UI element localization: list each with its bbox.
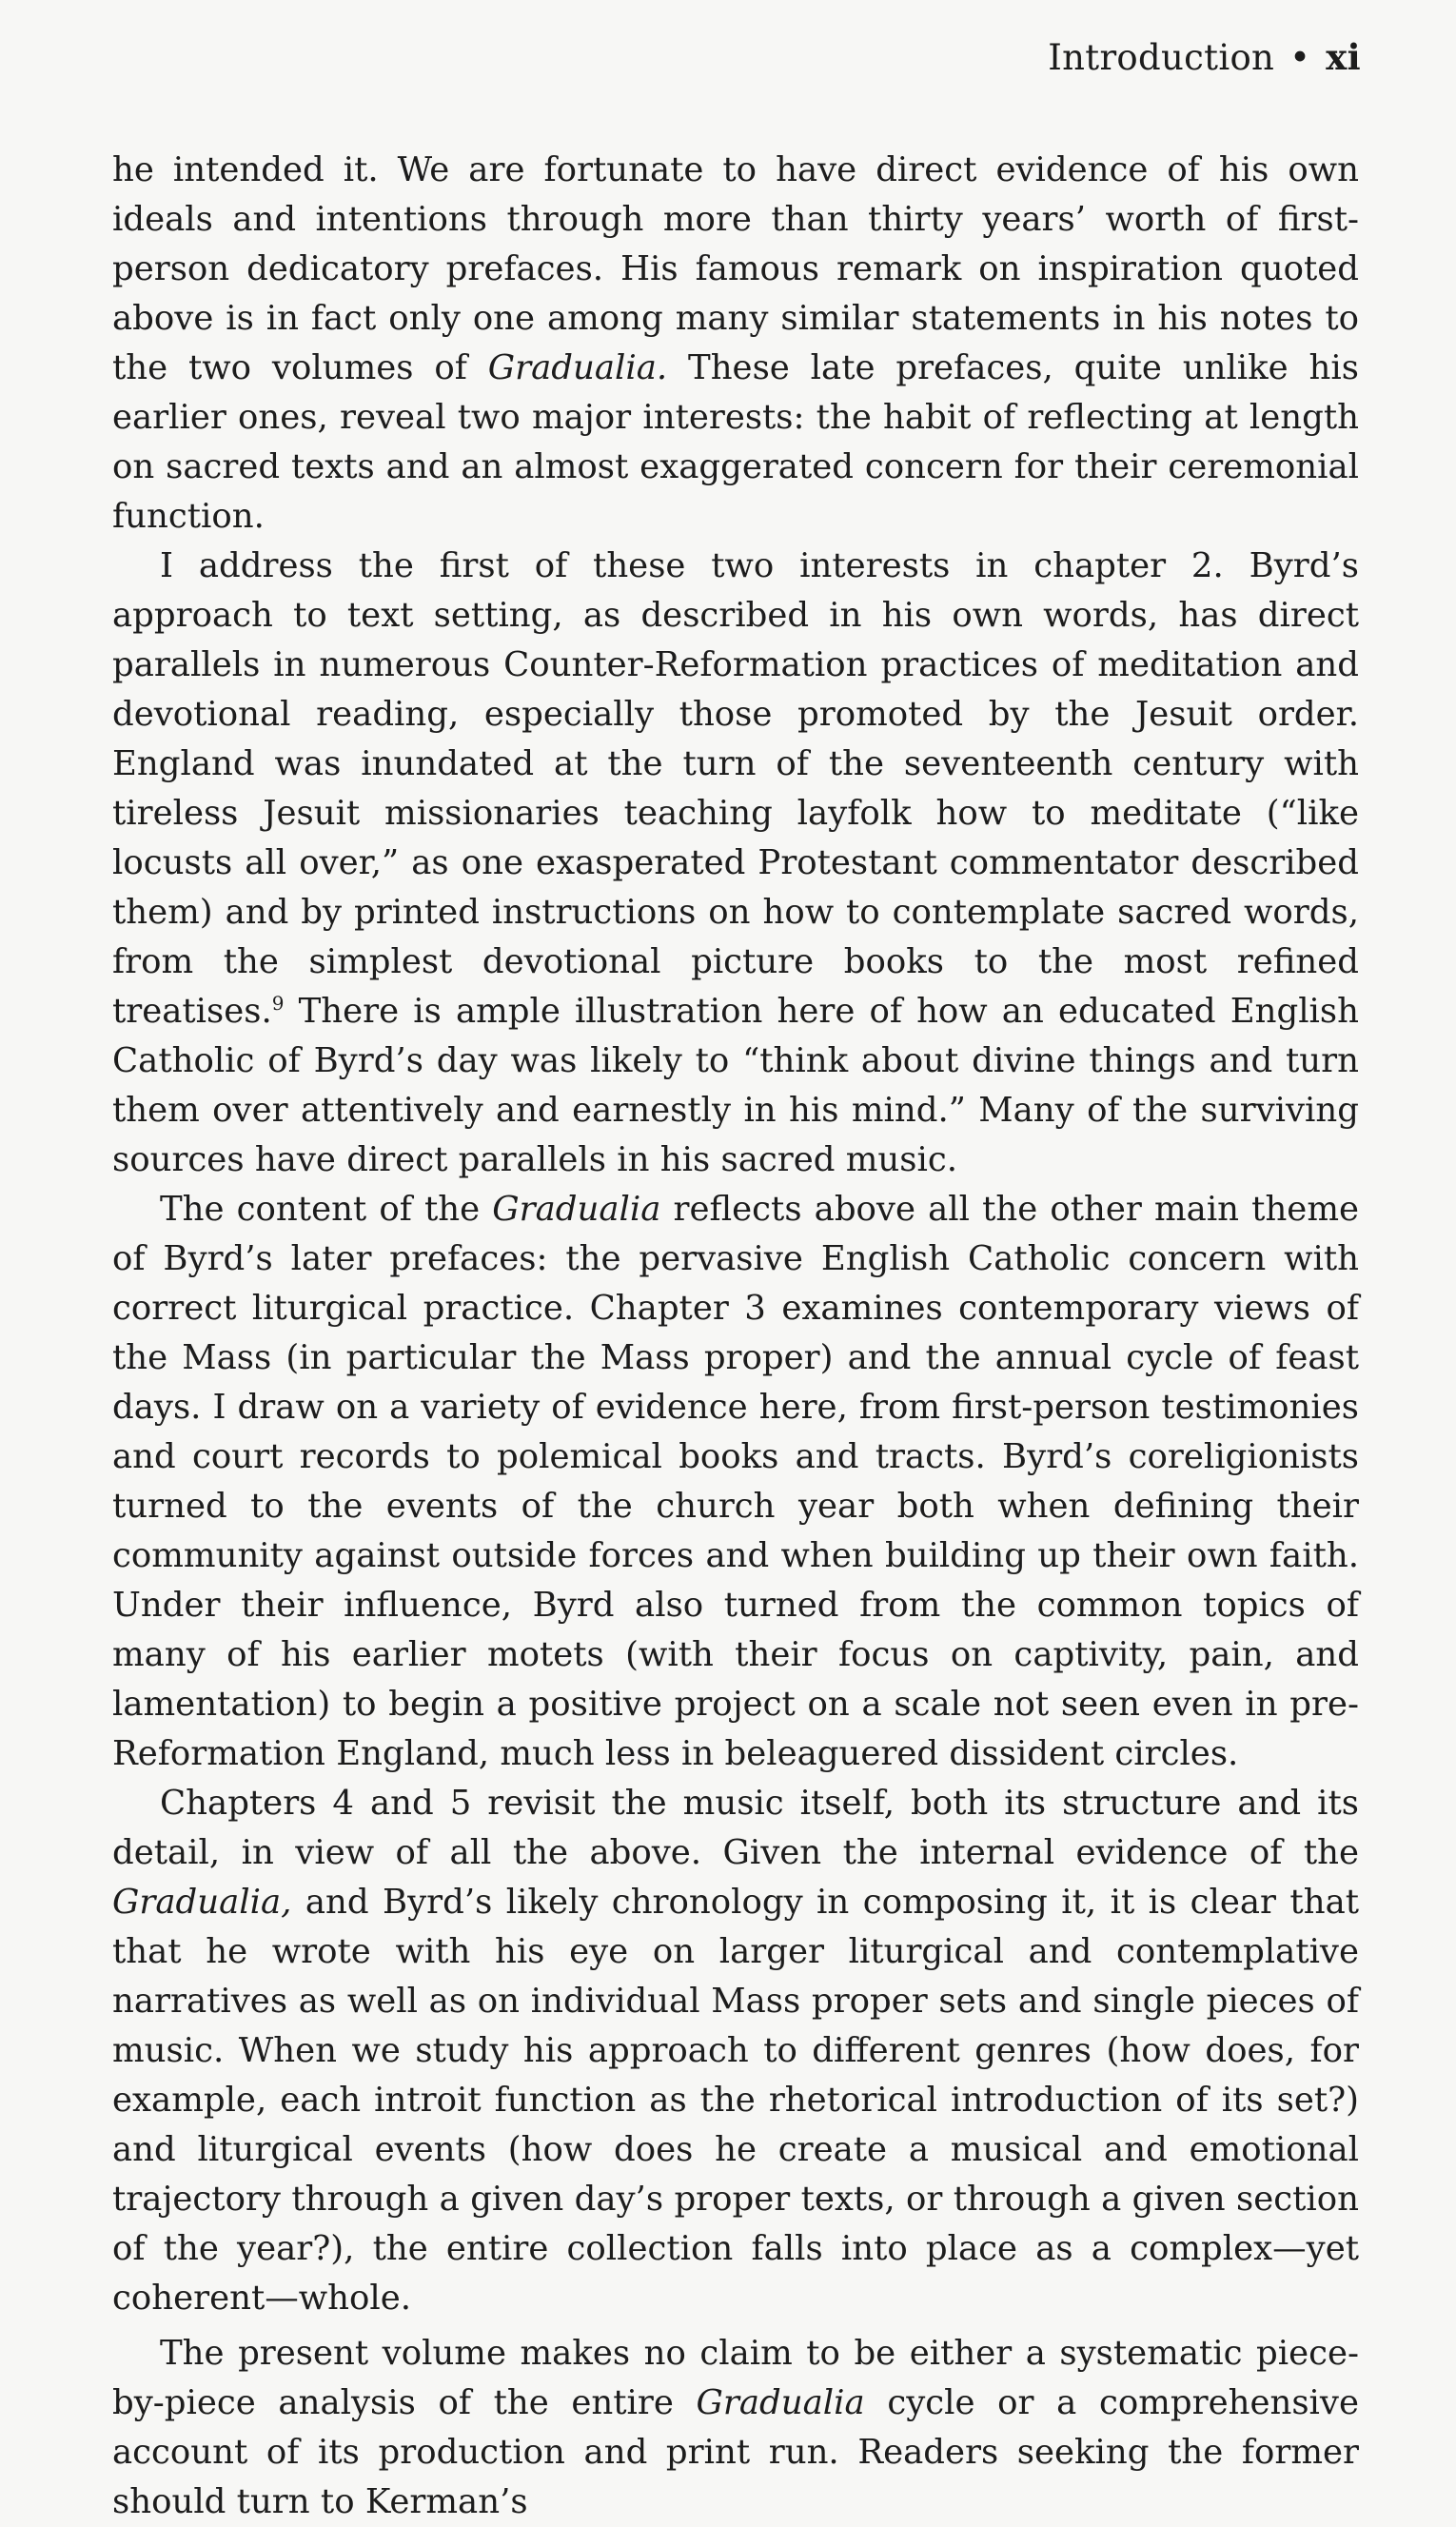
paragraph-3 (112, 1185, 1359, 1779)
italic-title: Gradualia (696, 2383, 865, 2422)
paragraph-2 (112, 542, 1359, 1185)
header-separator: • (1289, 37, 1311, 78)
italic-title: Gradualia (492, 1190, 661, 1229)
paragraph-text: The content of the (160, 1190, 493, 1229)
paragraph-text: Chapters 4 and 5 revisit the music itself, both its structure and its detail, in view of all the above. Given the internal evidence of the (112, 1784, 1359, 1872)
paragraph-5 (112, 2329, 1359, 2527)
paragraph-text: cycle or a comprehensive account of its production and print run. Readers seeking the former should turn to Kerman’s (112, 2383, 1359, 2521)
paragraph-text: These late prefaces, quite unlike his earlier ones, reveal two major interests: the habit of reflecting at length on sacred texts and an almost exaggerated concern for their ceremonial function. (112, 348, 1359, 536)
footnote-marker: 9 (271, 992, 285, 1016)
paragraph-text: reflects above all the other main theme of Byrd’s later prefaces: the pervasive English Catholic concern with correct liturgical practice. Chapter 3 examines contemporary views of the Mass (in particular the Mass proper) and the annual cycle of feast days. I draw on a variety of evidence here, from first-person testimonies and court records to polemical books and tracts. Byrd’s coreligionists turned to the events of the church year both when defining their community against outside forces and when building up their own faith. Under their influence, Byrd also turned from the common topics of many of his earlier motets (with their focus on captivity, pain, and lamentation) to begin a positive project on a scale not seen even in pre-Reformation England, much less in beleaguered dissident circles. (112, 1190, 1359, 1773)
page-number: xi (1326, 36, 1361, 78)
paragraph-text: and Byrd’s likely chronology in composing it, it is clear that that he wrote with his eye on larger liturgical and contemplative narratives as well as on individual Mass proper sets and single pieces of music. When we study his approach to different genres (how does, for example, each introit function as the rhetorical introduction of its set?) and liturgical events (how does he create a musical and emotional trajectory through a given day’s proper texts, or through a given section of the year?), the entire collection falls into place as a complex—yet coherent—whole. (112, 1883, 1359, 2318)
running-header-title: Introduction (1048, 37, 1275, 78)
paragraph-text: The present volume makes no claim to be either a systematic piece-by-piece analysis of the entire (112, 2334, 1359, 2422)
paragraph-text: he intended it. We are fortunate to have direct evidence of his own ideals and intentions through more than thirty years’ worth of first-person dedicatory prefaces. His famous remark on inspiration quoted above is in fact only one among many similar statements in his notes to the two volumes of (112, 150, 1359, 387)
paragraph-text: There is ample illustration here of how an educated English Catholic of Byrd’s day was likely to “think about divine things and turn them over attentively and earnestly in his mind.” Many of the surviving sources have direct parallels in his sacred music. (112, 992, 1359, 1179)
italic-title: Gradualia. (487, 348, 668, 387)
paragraph-4 (112, 1779, 1359, 2323)
italic-title: Gradualia, (112, 1883, 292, 1922)
running-header (1048, 36, 1361, 78)
paragraph-1 (112, 146, 1359, 542)
paragraph-text: I address the first of these two interests in chapter 2. Byrd’s approach to text setting, as described in his own words, has direct parallels in numerous Counter-Reformation practices of meditation and devotional reading, especially those promoted by the Jesuit order. England was inundated at the turn of the seventeenth century with tireless Jesuit missionaries teaching layfolk how to meditate (“like locusts all over,” as one exasperated Protestant commentator described them) and by printed instructions on how to contemplate sacred words, from the simplest devotional picture books to the most refined treatises. (112, 546, 1359, 1031)
body-text (112, 146, 1359, 2527)
